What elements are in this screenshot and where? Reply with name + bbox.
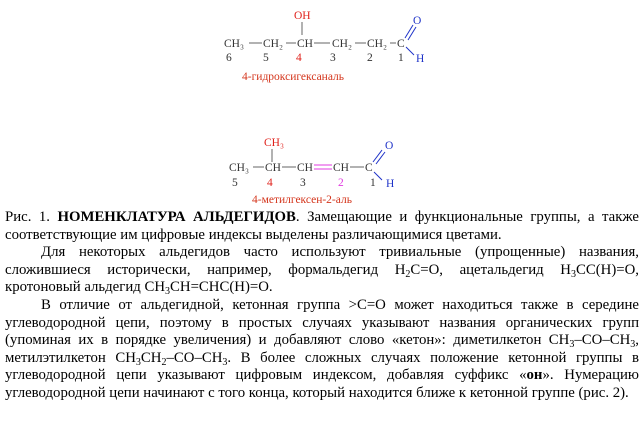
carbon-1: C — [365, 162, 373, 174]
aldehyde-hydrogen: H — [416, 53, 425, 65]
molecule-4-methylhexen-2-al — [229, 137, 394, 205]
subscript: 3 — [222, 356, 228, 368]
text-run: CH=CHC(H)=O. — [170, 279, 273, 296]
caption-title: НОМЕНКЛАТУРА АЛЬДЕГИДОВ — [57, 209, 296, 225]
figure-caption — [5, 209, 639, 244]
text-run: C=O, ацетальдегид H — [410, 261, 571, 278]
text-run: CH — [140, 349, 162, 366]
locant-2: 2 — [367, 52, 373, 64]
paragraph-trivial-names — [5, 244, 639, 297]
paragraph-ketones — [5, 297, 639, 403]
text-run: В отличие от альдегидной, кетонная группа >C=O может находиться также в середине углеводородной цепи, поэтому в простых случаях указывают названия органических групп (упоминая их в порядке увеличения) и добавляют слово «кетон»: диметилкетон CH — [5, 296, 639, 349]
compound-name-1: 4-гидроксигексаналь — [242, 71, 345, 83]
compound-name-2: 4-метилгексен-2-аль — [252, 194, 352, 205]
caption-text: . Замещающие и функциональные группы, а также соответствующие им цифровые индексы выделены различающимися цветами. — [5, 209, 639, 243]
locant-4: 4 — [296, 52, 302, 64]
subscript: 3 — [135, 356, 141, 368]
carbon-3: CH₂ — [332, 38, 352, 50]
caption-prefix: Рис. 1. — [5, 209, 58, 225]
locant-3: 3 — [330, 52, 336, 64]
carbon-2: CH — [333, 162, 349, 174]
carbon-5: CH₂ — [263, 38, 283, 50]
methyl-substituent: CH₃ — [264, 137, 284, 149]
text-run: –CO–CH — [166, 349, 223, 366]
subscript: 3 — [570, 268, 576, 280]
carbon-3: CH — [297, 162, 313, 174]
locant-4: 4 — [267, 177, 273, 189]
text-run: Для некоторых альдегидов часто используют тривиальные (упрощенные) названия, сложившиеся исторически, например, формальдегид H — [5, 244, 639, 278]
locant-5: 5 — [232, 177, 238, 189]
locant-1: 1 — [370, 177, 376, 189]
aldehyde-hydrogen: H — [386, 178, 395, 190]
hydroxy-group: OH — [294, 10, 311, 22]
subscript: 3 — [569, 339, 575, 351]
structural-formulas — [0, 0, 644, 205]
text-run: CC(H)=O, кротоновый альдегид CH — [5, 261, 639, 296]
carbonyl-oxygen: O — [385, 140, 394, 152]
suffix-on: он — [526, 367, 543, 384]
locant-3: 3 — [300, 177, 306, 189]
subscript: 2 — [161, 356, 167, 368]
carbon-6: CH₃ — [224, 38, 244, 50]
molecule-4-hydroxyhexanal — [224, 10, 424, 83]
locant-1: 1 — [398, 52, 404, 64]
article-text — [5, 209, 639, 403]
carbonyl-oxygen: O — [413, 15, 422, 27]
text-run: , метилэтилкетон CH — [5, 332, 639, 366]
locant-5: 5 — [263, 52, 269, 64]
subscript: 3 — [165, 286, 171, 298]
text-run: ». Нумерацию углеводородной цепи начинают с того конца, который находится ближе к кетонной группе (рис. 2). — [5, 367, 639, 401]
locant-2: 2 — [338, 177, 344, 189]
subscript: 3 — [630, 339, 636, 351]
locant-6: 6 — [226, 52, 232, 64]
carbon-2: CH₂ — [367, 38, 387, 50]
carbon-5: CH₃ — [229, 162, 249, 174]
carbon-1: C — [397, 38, 405, 50]
subscript: 2 — [405, 268, 411, 280]
nomenclature-figure — [0, 0, 644, 205]
carbon-4: CH — [265, 162, 281, 174]
text-run: –CO–CH — [574, 332, 631, 349]
carbon-4: CH — [297, 38, 313, 50]
text-run: . В более сложных случаях положение кетонной группы в углеводородной цепи указывают цифровым индексом, добавляя суффикс « — [5, 349, 639, 384]
